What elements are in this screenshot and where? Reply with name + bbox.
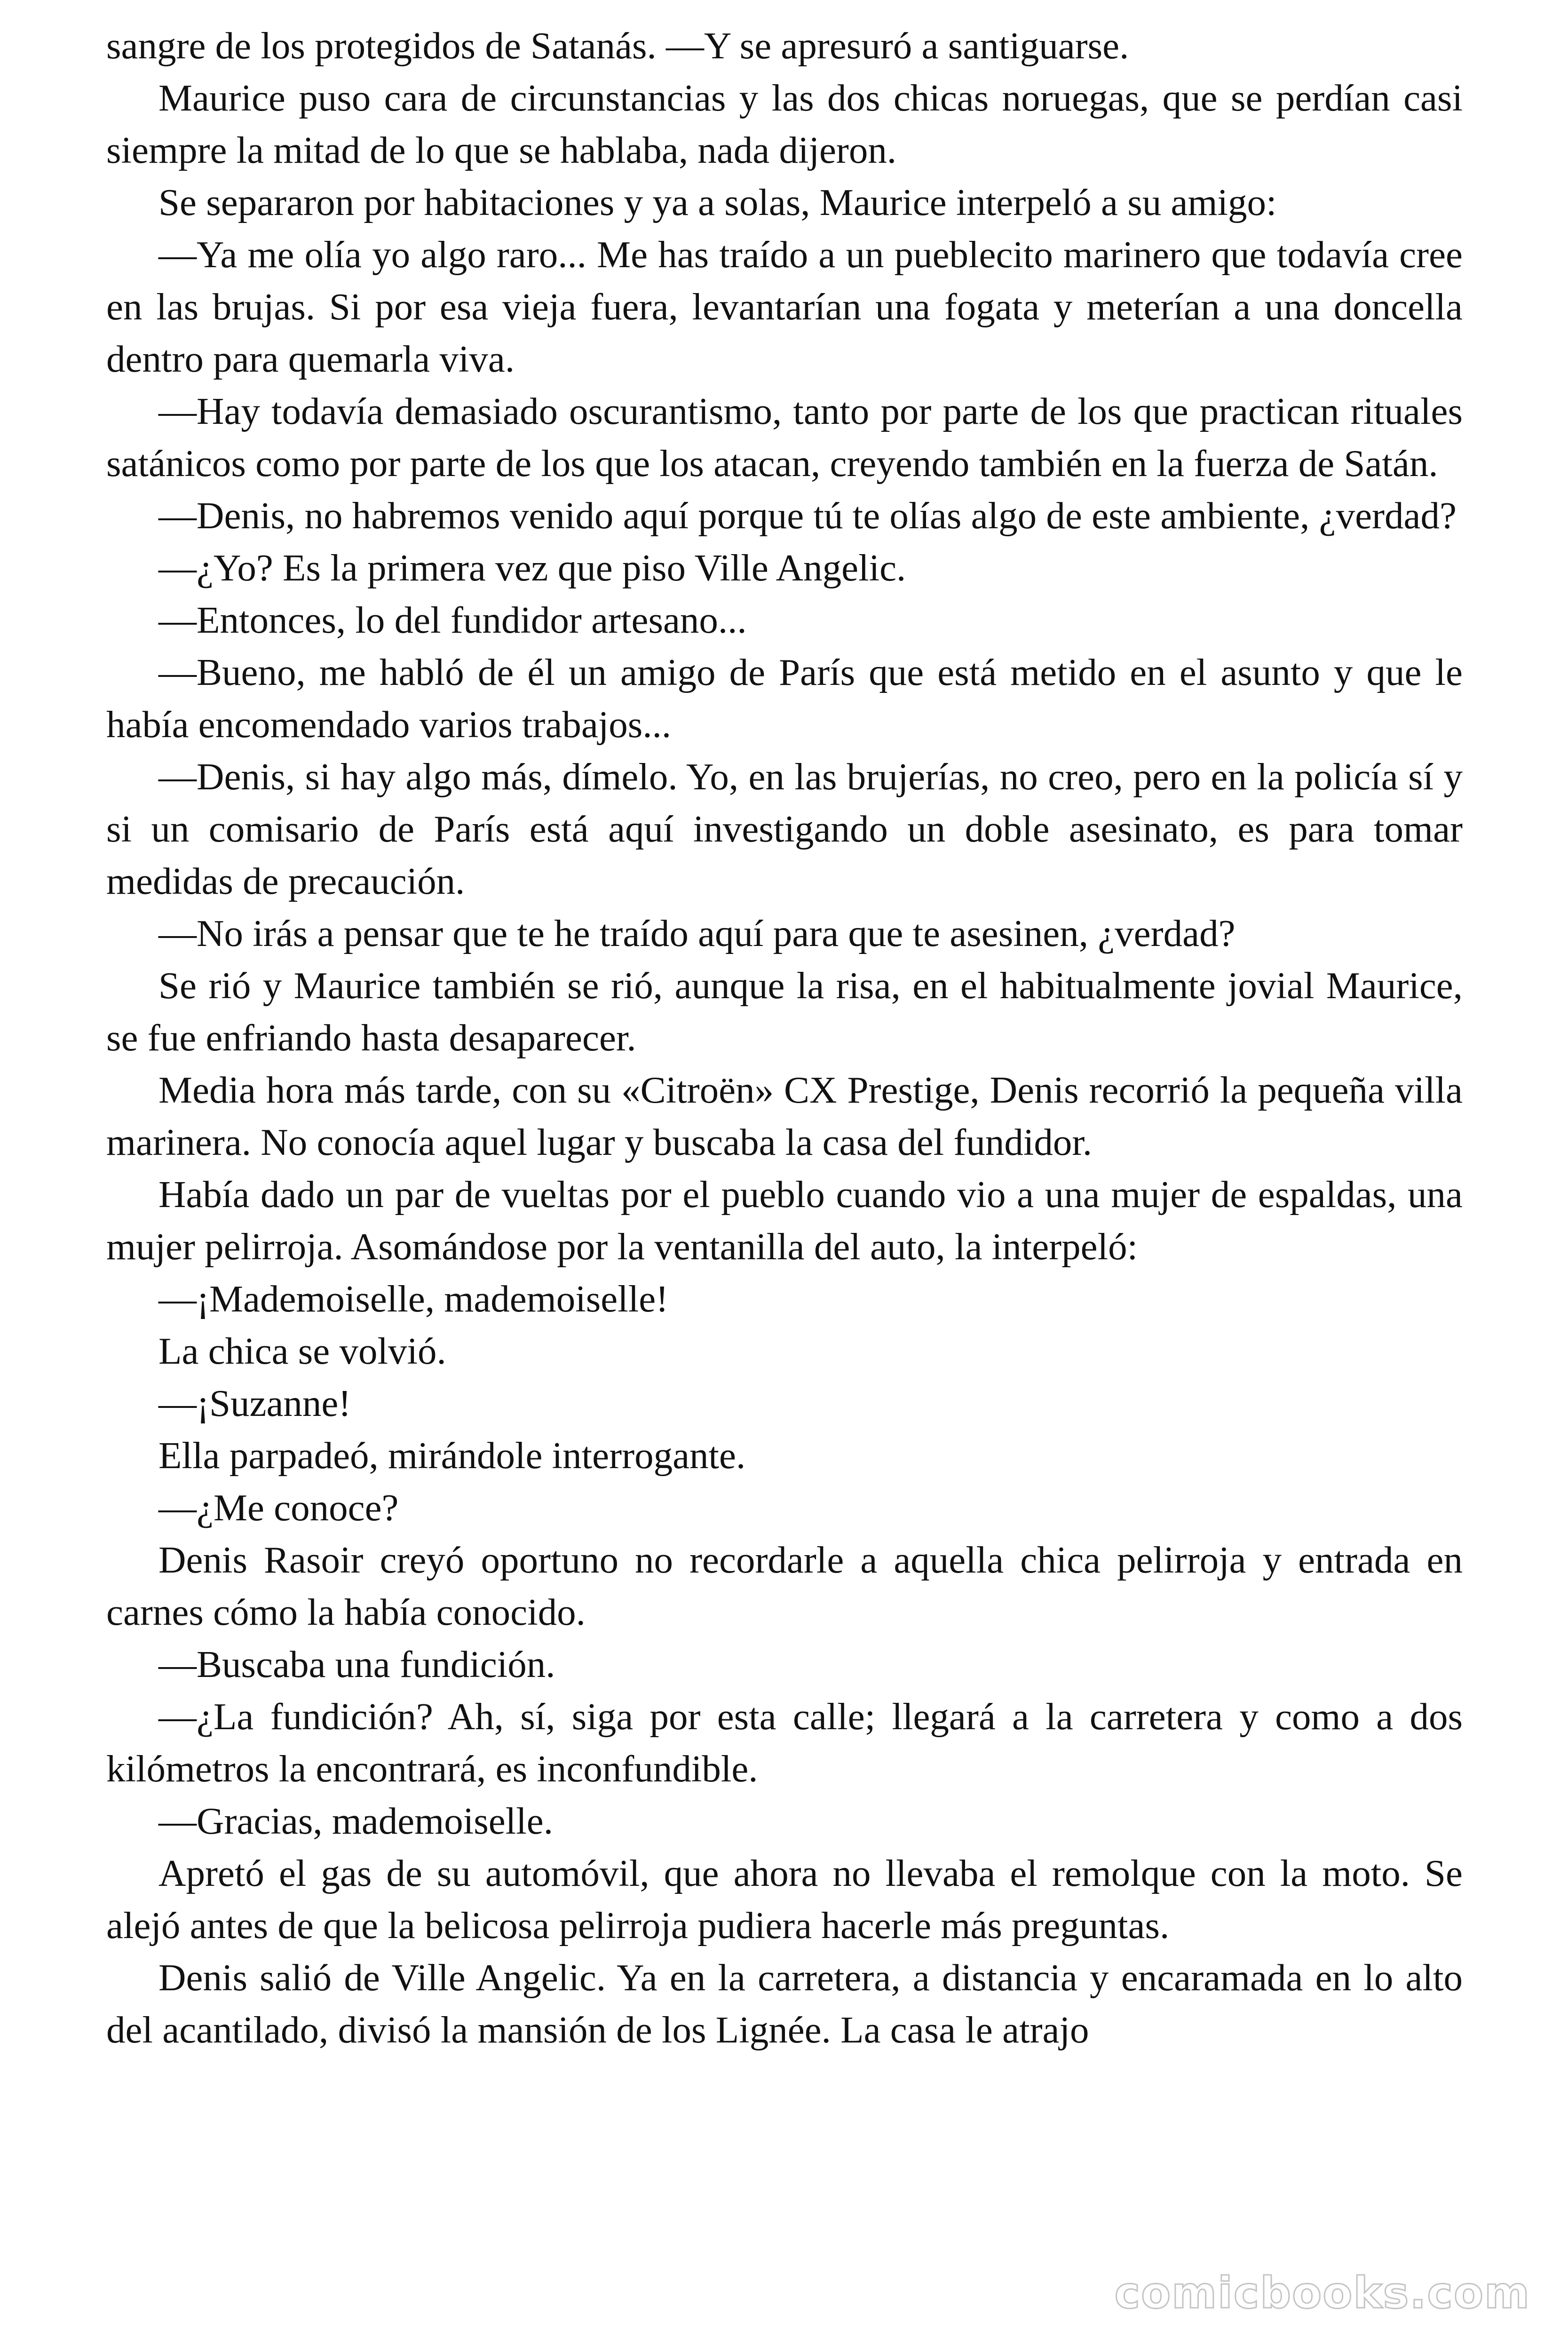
paragraph-24: Apretó el gas de su automóvil, que ahora no llevaba el remolque con la moto. Se alejó antes de que la belicosa pelirroja pudiera hacerle más preguntas. <box>106 1852 1463 1947</box>
paragraph-9: —Bueno, me habló de él un amigo de París que está metido en el asunto y que le había encomendado varios trabajos... <box>106 651 1463 746</box>
paragraph-20: Denis Rasoir creyó oportuno no recordarle a aquella chica pelirroja y entrada en carnes cómo la había conocido. <box>106 1539 1463 1633</box>
paragraph-5: —Hay todavía demasiado oscurantismo, tanto por parte de los que practican rituales satánicos como por parte de los que los atacan, creyendo también en la fuerza de Satán. <box>106 390 1463 485</box>
paragraph-4: —Ya me olía yo algo raro... Me has traído a un pueblecito marinero que todavía cree en las brujas. Si por esa vieja fuera, levantarían una fogata y meterían a una doncella dentro para quemarla viva. <box>106 233 1463 380</box>
paragraph-17: —¡Suzanne! <box>158 1382 351 1424</box>
paragraph-1: sangre de los protegidos de Satanás. —Y se apresuró a santiguarse. <box>106 24 1129 67</box>
paragraph-10: —Denis, si hay algo más, dímelo. Yo, en las brujerías, no creo, pero en la policía sí y si un comisario de París está aquí investigando un doble asesinato, es para tomar medidas de precaución. <box>106 755 1463 902</box>
paragraph-13: Media hora más tarde, con su «Citroën» CX Prestige, Denis recorrió la pequeña villa marinera. No conocía aquel lugar y buscaba la casa del fundidor. <box>106 1069 1463 1163</box>
paragraph-7: —¿Yo? Es la primera vez que piso Ville Angelic. <box>158 547 906 589</box>
paragraph-12: Se rió y Maurice también se rió, aunque la risa, en el habitualmente jovial Maurice, se fue enfriando hasta desaparecer. <box>106 964 1463 1059</box>
paragraph-21: —Buscaba una fundición. <box>158 1643 555 1685</box>
paragraph-22: —¿La fundición? Ah, sí, siga por esta calle; llegará a la carretera y como a dos kilómetros la encontrará, es inconfundible. <box>106 1695 1463 1790</box>
paragraph-18: Ella parpadeó, mirándole interrogante. <box>158 1434 746 1477</box>
paragraph-14: Había dado un par de vueltas por el pueblo cuando vio a una mujer de espaldas, una mujer pelirroja. Asomándose por la ventanilla del auto, la interpeló: <box>106 1173 1463 1268</box>
paragraph-11: —No irás a pensar que te he traído aquí para que te asesinen, ¿verdad? <box>158 912 1235 954</box>
paragraph-2: Maurice puso cara de circunstancias y las dos chicas noruegas, que se perdían casi siempre la mitad de lo que se hablaba, nada dijeron. <box>106 77 1463 171</box>
paragraph-15: —¡Mademoiselle, mademoiselle! <box>158 1278 669 1320</box>
paragraph-8: —Entonces, lo del fundidor artesano... <box>158 599 747 641</box>
text-column <box>106 20 1463 2056</box>
paragraph-19: —¿Me conoce? <box>158 1486 399 1529</box>
paragraph-16: La chica se volvió. <box>158 1330 446 1372</box>
paragraph-23: —Gracias, mademoiselle. <box>158 1800 553 1842</box>
watermark-logo: comicbooks.com <box>1114 2268 1530 2318</box>
paragraph-25: Denis salió de Ville Angelic. Ya en la carretera, a distancia y encaramada en lo alto del acantilado, divisó la mansión de los Lignée. La casa le atrajo <box>106 1956 1463 2051</box>
paragraph-3: Se separaron por habitaciones y ya a solas, Maurice interpeló a su amigo: <box>158 181 1277 223</box>
paragraph-6: —Denis, no habremos venido aquí porque tú te olías algo de este ambiente, ¿verdad? <box>158 494 1457 537</box>
